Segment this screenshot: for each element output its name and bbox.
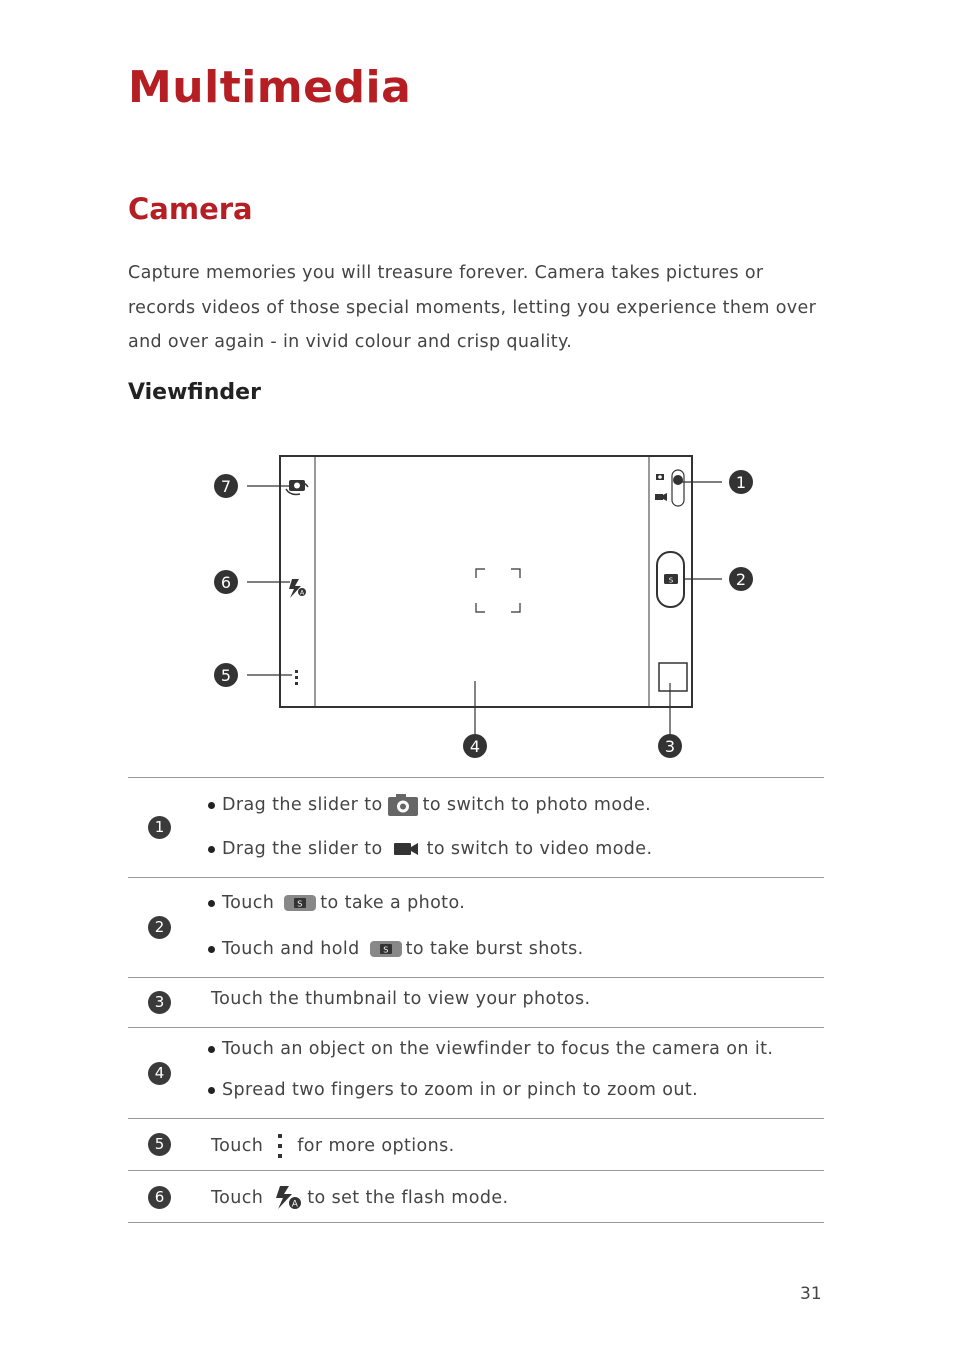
callout-7 [214, 474, 238, 498]
more-options-icon [295, 670, 298, 685]
bullet [208, 1046, 215, 1053]
page-title: Multimedia [128, 62, 412, 113]
table-row [128, 1118, 824, 1170]
svg-text:6: 6 [220, 573, 232, 592]
more-options-icon [277, 1133, 283, 1159]
list-item: Spread two fingers to zoom in or pinch to zoom out. [208, 1080, 698, 1100]
callout-5 [214, 663, 238, 687]
section-heading: Camera [128, 192, 253, 226]
row-number-badge: 5 [148, 1133, 171, 1156]
mode-slider [655, 470, 684, 506]
list-item: Touch an object on the viewfinder to focus the camera on it. [208, 1039, 773, 1059]
callout-4 [463, 734, 487, 758]
svg-text:A: A [291, 1199, 299, 1210]
table-row [128, 1027, 824, 1118]
row-number-badge: 1 [148, 816, 171, 839]
shutter-icon [370, 941, 402, 957]
bullet [208, 802, 215, 809]
camera-icon [387, 793, 419, 817]
table-row [128, 877, 824, 977]
list-item: Drag the slider to to switch to photo mode. [208, 793, 651, 817]
thumbnail [659, 663, 687, 691]
page-number: 31 [800, 1284, 822, 1304]
svg-text:5: 5 [220, 666, 232, 685]
shutter-button [657, 552, 684, 607]
list-item: Drag the slider to to switch to video mode. [208, 839, 652, 859]
row-number-badge: 4 [148, 1062, 171, 1085]
row-number-badge: 2 [148, 916, 171, 939]
video-camera-icon [393, 841, 419, 857]
bullet [208, 1087, 215, 1094]
description-table [128, 777, 824, 1223]
table-row [128, 777, 824, 877]
bullet [208, 946, 215, 953]
flash-auto-icon [289, 579, 306, 598]
switch-camera-icon [286, 480, 308, 494]
svg-text:S: S [297, 899, 303, 909]
list-item: Touch for more options. [211, 1133, 455, 1159]
bullet [208, 900, 215, 907]
list-item: Touch S to take a photo. [208, 893, 465, 913]
list-item: Touch the thumbnail to view your photos. [211, 989, 591, 1009]
row-number-badge: 3 [148, 991, 171, 1014]
svg-text:S: S [668, 576, 674, 585]
focus-frame [476, 569, 520, 612]
row-number-badge: 6 [148, 1186, 171, 1209]
list-item: Touch and hold S to take burst shots. [208, 939, 584, 959]
table-row [128, 977, 824, 1027]
flash-auto-icon [275, 1185, 303, 1211]
viewfinder-diagram [200, 445, 770, 765]
shutter-icon [284, 895, 316, 911]
subsection-heading: Viewfinder [128, 380, 261, 405]
svg-text:3: 3 [664, 737, 676, 756]
table-row [128, 1170, 824, 1223]
svg-text:7: 7 [220, 477, 232, 496]
svg-text:S: S [382, 945, 389, 955]
svg-text:A: A [299, 589, 305, 597]
intro-paragraph: Capture memories you will treasure forever. Camera takes pictures or records videos of those special moments, letting you experience them over and over again - in vivid colour and crisp quality. [128, 263, 817, 352]
callout-2 [729, 567, 753, 591]
svg-text:1: 1 [735, 473, 747, 492]
bullet [208, 846, 215, 853]
viewfinder-frame [280, 456, 692, 707]
callout-1 [729, 470, 753, 494]
callout-6 [214, 570, 238, 594]
svg-text:2: 2 [735, 570, 747, 589]
svg-text:4: 4 [469, 737, 481, 756]
list-item: Touch A to set the flash mode. [211, 1185, 508, 1211]
callout-3 [658, 734, 682, 758]
